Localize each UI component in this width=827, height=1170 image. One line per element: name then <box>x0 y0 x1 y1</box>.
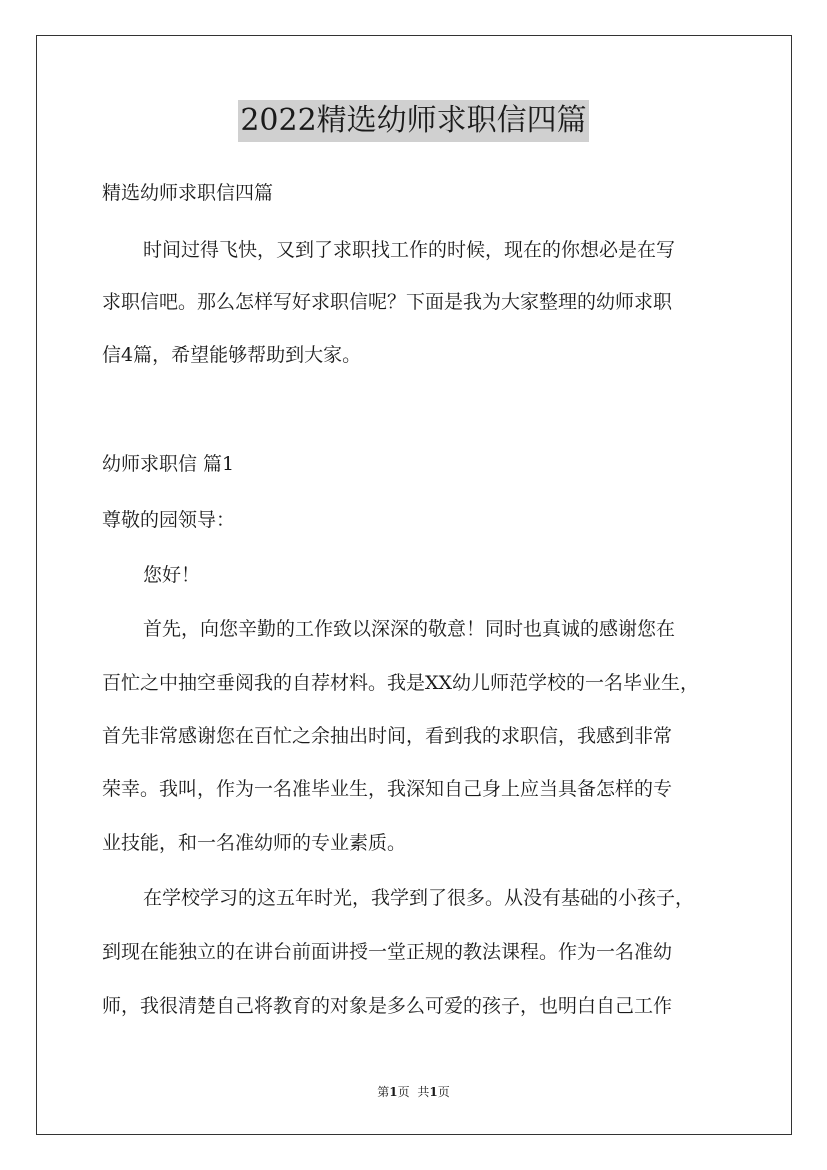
paragraph1-line-3: 首先非常感谢您在百忙之余抽出时间，看到我的求职信，我感到非常 <box>102 725 673 747</box>
salutation: 尊敬的园领导： <box>102 509 236 531</box>
paragraph1-line-2: 百忙之中抽空垂阅我的自荐材料。我是XX幼儿师范学校的一名毕业生， <box>102 672 700 694</box>
greeting: 您好！ <box>143 564 201 586</box>
intro-line-1: 时间过得飞快，又到了求职找工作的时候，现在的你想必是在写 <box>143 239 676 261</box>
paragraph2-line-1: 在学校学习的这五年时光，我学到了很多。从没有基础的小孩子， <box>143 887 695 909</box>
footer-total-number: 1 <box>429 1085 438 1099</box>
intro-line-3: 信4篇，希望能够帮助到大家。 <box>102 344 362 366</box>
document-subtitle: 精选幼师求职信四篇 <box>102 182 274 204</box>
paragraph1-line-4: 荣幸。我叫，作为一名准毕业生，我深知自己身上应当具备怎样的专 <box>102 778 673 800</box>
footer-total-suffix: 页 <box>437 1085 450 1099</box>
footer-page-suffix: 页 <box>397 1085 410 1099</box>
paragraph2-line-3: 师，我很清楚自己将教育的对象是多么可爱的孩子，也明白自己工作 <box>102 995 673 1017</box>
title-container <box>0 100 827 142</box>
page-footer <box>0 1084 827 1100</box>
section-heading: 幼师求职信 篇1 <box>102 453 235 475</box>
paragraph2-line-2: 到现在能独立的在讲台前面讲授一堂正规的教法课程。作为一名准幼 <box>102 941 673 963</box>
intro-line-2: 求职信吧。那么怎样写好求职信呢？下面是我为大家整理的幼师求职 <box>102 291 673 313</box>
footer-page-number: 1 <box>389 1085 398 1099</box>
footer-page-prefix: 第 <box>377 1085 390 1099</box>
paragraph1-line-5: 业技能，和一名准幼师的专业素质。 <box>102 832 407 854</box>
document-title: 2022精选幼师求职信四篇 <box>238 100 588 142</box>
footer-total-prefix: 共 <box>417 1085 430 1099</box>
paragraph1-line-1: 首先，向您辛勤的工作致以深深的敬意！同时也真诚的感谢您在 <box>143 618 676 640</box>
